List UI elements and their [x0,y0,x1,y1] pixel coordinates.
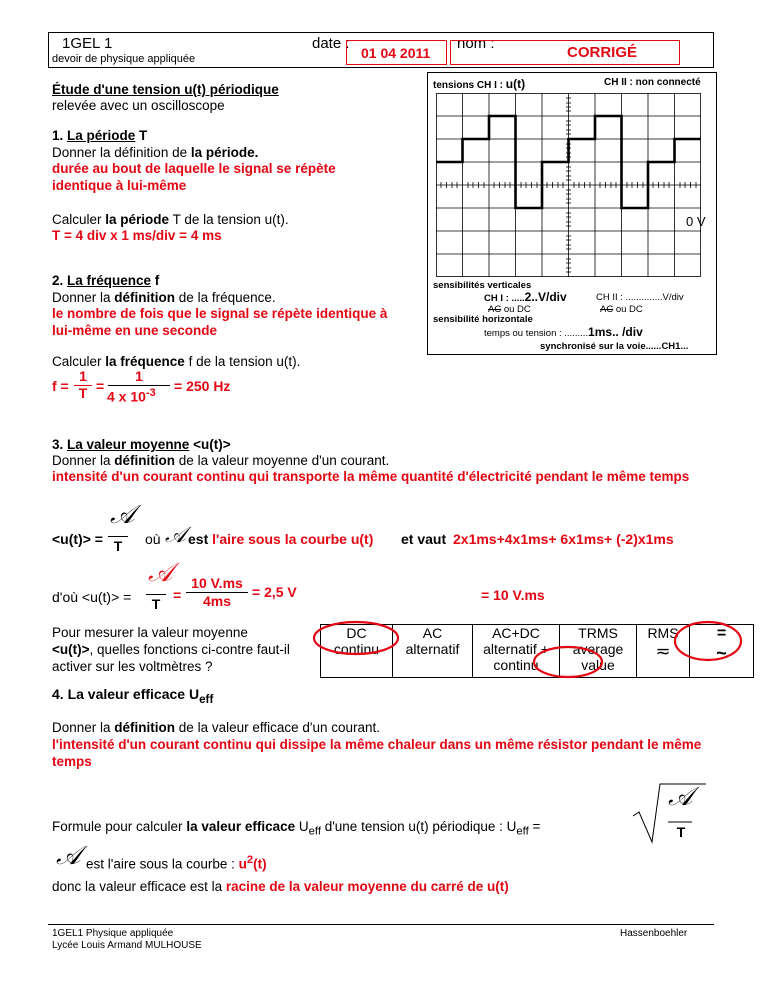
s4-answer1: l'intensité d'un courant continu qui dissipe la même chaleur dans un même résistor pendant le même temps [52,737,702,769]
s2-answer1: le nombre de fois que le signal se répète identique à lui-même en une seconde [52,306,388,338]
subtitle: devoir de physique appliquée [52,53,196,65]
date-value: 01 04 2011 [361,45,431,61]
area-c-icon: 𝒜 [148,558,173,588]
circle-average [534,647,602,677]
calc-num: 10 V.ms [191,575,243,591]
sync-channel: synchronisé sur la voie......CH1... [540,341,689,352]
s1-question2: Calculer la période T de la tension u(t). [52,212,289,227]
f-lhs: f = [52,378,69,394]
ch1-coupling: AC ou DC [488,304,531,315]
intro-title: Étude d'une tension u(t) périodique [52,82,279,97]
function-dc-symbol[interactable]: = ~ [690,625,754,678]
function-trms[interactable]: TRMS average value [560,625,637,678]
s3-answer1: intensité d'un courant continu qui transporte la même quantité d'électricité pendant le même temps [52,469,690,484]
conclusion: donc la valeur efficace est la racine de la valeur moyenne du carré de u(t) [52,879,509,894]
class-label: 1GEL 1 [62,35,113,52]
f-eq: = [96,378,105,394]
s2-question2: Calculer la fréquence f de la tension u(t). [52,354,301,369]
avg-sum-result: = 10 V.ms [481,587,545,603]
intro-line2: relevée avec un oscilloscope [52,98,225,113]
circle-dc-symbol [675,622,741,660]
calc-result: = 2,5 V [252,584,297,600]
date-label: date : [312,35,350,52]
s4-heading: 4. La valeur efficace $U_{eff}$ [52,686,214,706]
s3-question1: Donner la définition de la valeur moyenne d'un courant. [52,453,390,468]
footer-author: Hassenboehler [620,928,688,939]
horiz-sens-title: sensibilité horizontale [433,314,533,325]
area-d-icon: 𝒜 [668,782,693,812]
f-num1: 1 [79,368,87,384]
s1-answer1: durée au bout de laquelle le signal se répète identique à lui-même [52,161,336,193]
formula-line: Formule pour calculer la valeur efficace $U_{eff}$ d'une tension u(t) périodique : $U_{eff}$ = [52,819,541,838]
function-ac-dc[interactable]: AC+DC alternatif + continu [473,625,560,678]
area-e-icon: 𝒜 [56,841,81,871]
avg-den: T [113,538,123,554]
calc-eq: = [173,587,182,603]
s1-question1: Donner la définition de la période. [52,145,259,160]
function-dc[interactable]: DC continu [321,625,393,678]
ch1-label: tensions CH I : u(t) [433,77,526,91]
f-den1: T [78,385,88,401]
s4-question1: Donner la définition de la valeur efficace d'un courant. [52,720,381,735]
area-definition: est l'aire sous la courbe : $u^2(t)$ [86,854,267,872]
calc-lhs: d'où <u(t)> = [52,589,132,605]
calc-den: T [151,596,161,612]
area-a-icon: 𝒜 [110,500,135,530]
footer-school: Lycée Louis Armand MULHOUSE [52,940,202,951]
avg-lhs: <u(t)> = [52,531,103,547]
avg-sum: 2x1ms+4x1ms+ 6x1ms+ (-2)x1ms [453,531,674,547]
avg-is: est l'aire sous la courbe u(t) [188,531,374,547]
f-result: = 250 Hz [174,378,231,394]
footer-course: 1GEL1 Physique appliquée [52,928,174,939]
avg-worth: et vaut [401,531,447,547]
ch2-label: CH II : non connecté [604,77,701,88]
s2-heading: 2. La fréquence f [52,273,160,288]
name-label: nom : [457,35,495,52]
s2-question1: Donner la définition de la fréquence. [52,290,276,305]
function-rms[interactable]: RMS ≂ [637,625,690,678]
avg-where: où [145,531,161,547]
calc-den2: 4ms [202,593,232,609]
ch1-sensitivity: CH I : .....2..V/div [484,290,567,304]
zero-volt-label: 0 V [686,214,706,229]
s1-heading: 1. La période T [52,128,148,143]
vert-sens-title: sensibilités verticales [433,280,532,291]
time-sensitivity: temps ou tension : .........1ms.. /div [484,325,643,339]
s3-question2: Pour mesurer la valeur moyenne <u(t)>, quelles fonctions ci-contre faut-il activer sur les voltmètres ? [52,625,290,674]
ch2-sensitivity: CH II : ..............V/div [596,292,684,303]
f-den2: 4 x $10^{-3}$ [107,387,156,405]
f-num2: 1 [135,368,143,384]
circle-dc [314,622,398,654]
function-ac[interactable]: AC alternatif [393,625,473,678]
name-value: CORRIGÉ [567,44,638,61]
ch2-coupling: AC ou DC [600,304,643,315]
root-den: T [676,824,686,840]
s3-heading: 3. La valeur moyenne <u(t)> [52,437,231,452]
s1-answer2: T = 4 div x 1 ms/div = 4 ms [52,228,222,243]
area-b-icon: 𝒜 [165,523,186,548]
